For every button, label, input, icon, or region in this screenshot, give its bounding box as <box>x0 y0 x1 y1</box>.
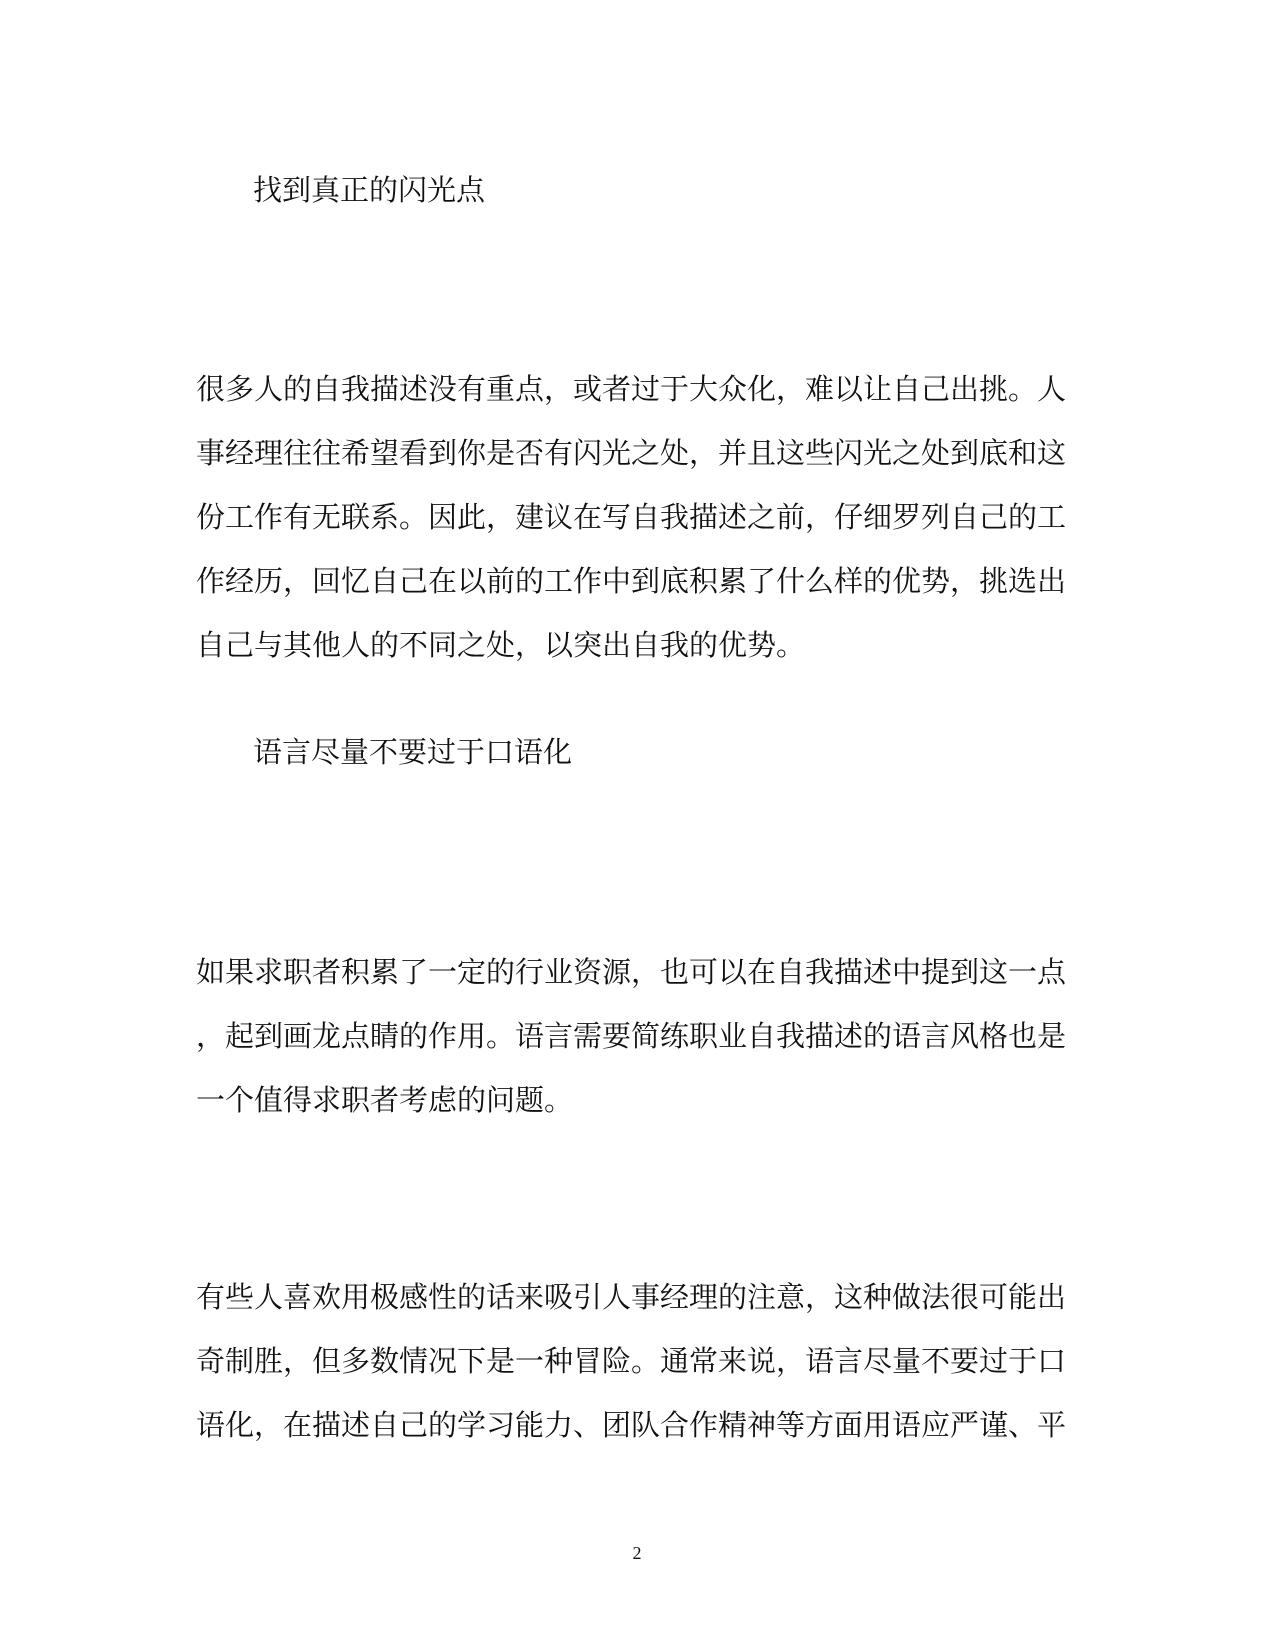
paragraph-line: 很多人的自我描述没有重点，或者过于大众化，难以让自己出挑。人 <box>196 372 1067 406</box>
paragraph-resources <box>196 952 1076 1144</box>
paragraph-line: ，起到画龙点睛的作用。语言需要简练职业自我描述的语言风格也是 <box>196 1019 1067 1053</box>
paragraph-line: 如果求职者积累了一定的行业资源，也可以在自我描述中提到这一点 <box>196 955 1067 989</box>
paragraph-style <box>196 1277 1076 1469</box>
paragraph-line: 奇制胜，但多数情况下是一种冒险。通常来说，语言尽量不要过于口 <box>196 1344 1067 1378</box>
section-heading-highlight: 找到真正的闪光点 <box>253 173 486 207</box>
paragraph-line: 事经理往往希望看到你是否有闪光之处，并且这些闪光之处到底和这 <box>196 436 1067 470</box>
paragraph-line: 有些人喜欢用极感性的话来吸引人事经理的注意，这种做法很可能出 <box>196 1280 1067 1314</box>
page-number: 2 <box>632 1543 642 1563</box>
paragraph-line: 作经历，回忆自己在以前的工作中到底积累了什么样的优势，挑选出 <box>196 564 1067 598</box>
paragraph-line: 一个值得求职者考虑的问题。 <box>196 1083 574 1117</box>
paragraph-line: 自己与其他人的不同之处，以突出自我的优势。 <box>196 628 806 662</box>
paragraph-highlight <box>196 369 1076 689</box>
paragraph-line: 份工作有无联系。因此，建议在写自我描述之前，仔细罗列自己的工 <box>196 500 1067 534</box>
paragraph-line: 语化，在描述自己的学习能力、团队合作精神等方面用语应严谨、平 <box>196 1408 1067 1442</box>
section-heading-language: 语言尽量不要过于口语化 <box>253 735 573 769</box>
